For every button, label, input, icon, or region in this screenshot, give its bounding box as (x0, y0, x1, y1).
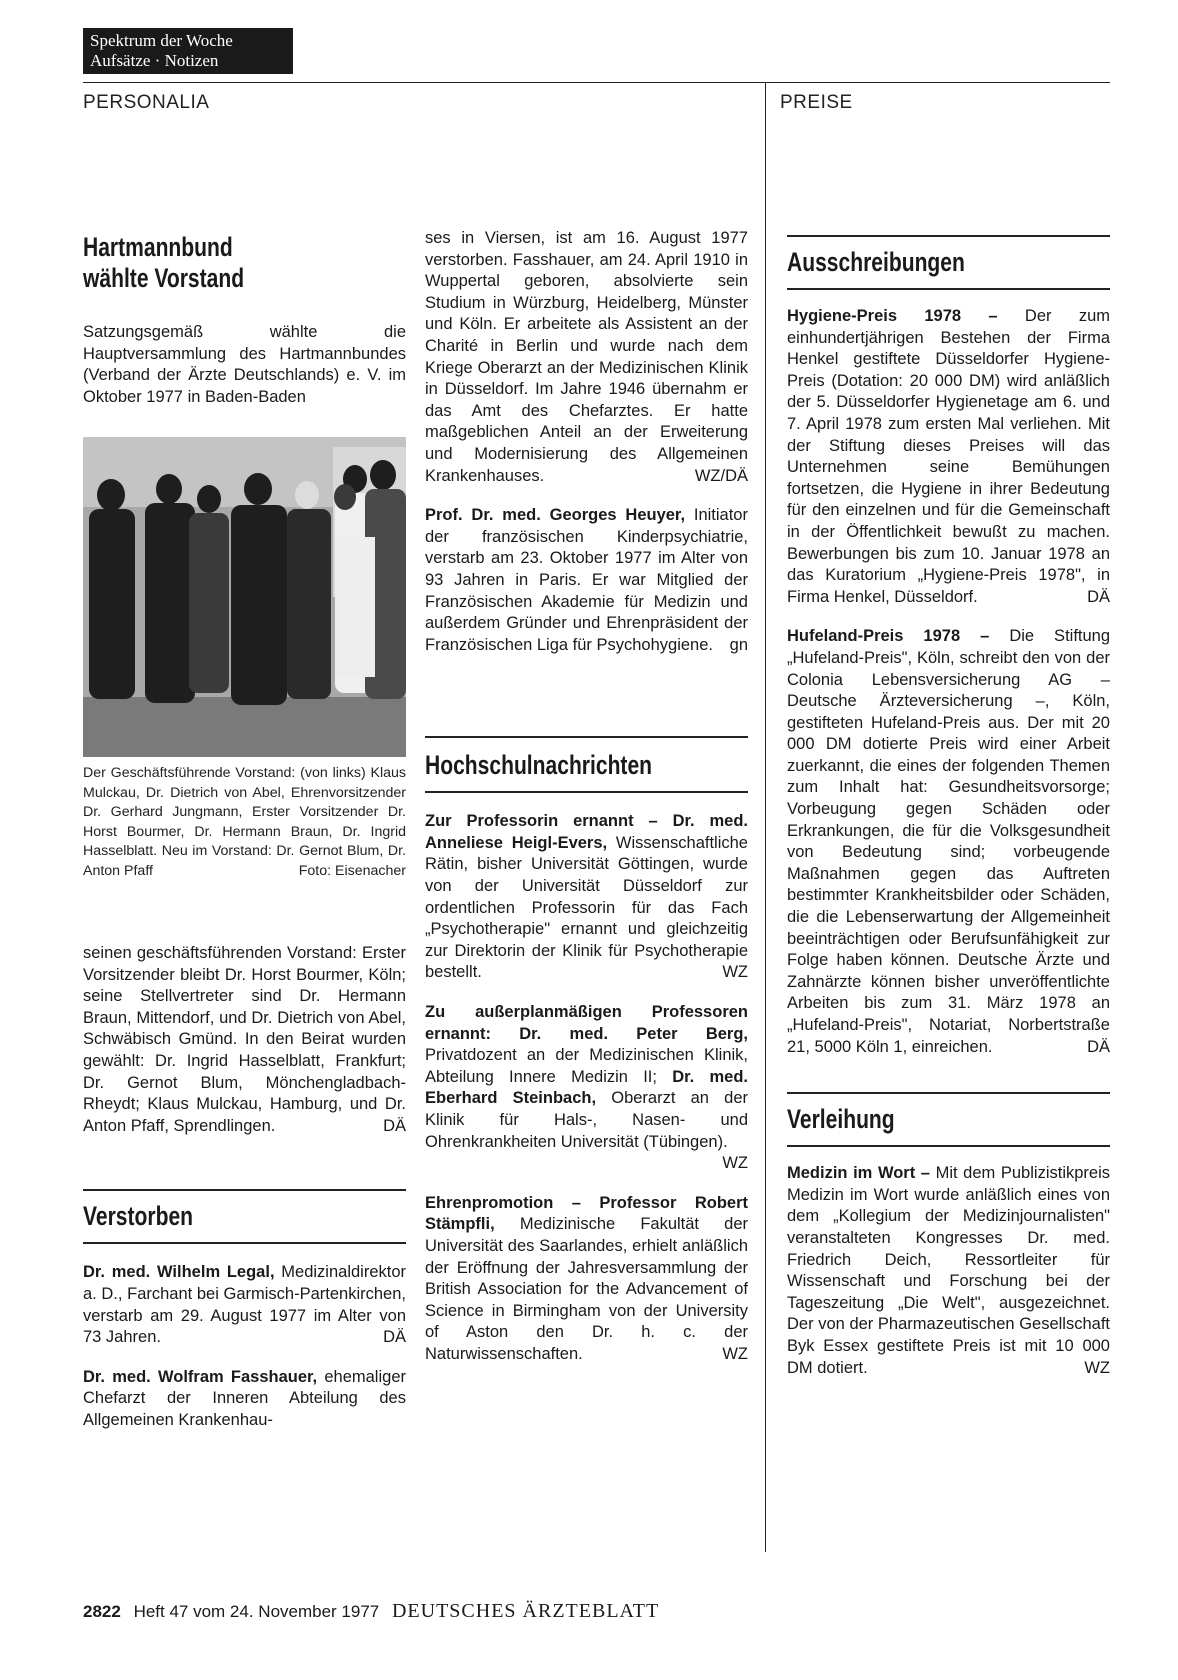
masthead (83, 28, 293, 74)
issue-info: Heft 47 vom 24. November 1977 (133, 1602, 380, 1621)
publication-name: DEUTSCHES ÄRZTEBLATT (391, 1600, 660, 1622)
signature-wz-da: WZ/DÄ (694, 466, 748, 485)
headline-hartmannbund-1: Hartmannbund (83, 232, 233, 262)
section-rule-hochschul-top (425, 736, 748, 738)
obituary-heuyer: Prof. Dr. med. Georges Heuyer, Initiator der französischen Kinderpsychiatrie, verstarb am 23. Oktober 1977 im Alter von 93 Jahren in Paris. Er war Mitglied der Französischen Akademie für Medizin und außerdem Gründer und Ehrenpräsident der Französischen Liga für Psychohygiene. gn (425, 505, 748, 656)
obituary-legal: Dr. med. Wilhelm Legal, Medizinaldirektor a. D., Farchant bei Garmisch-Partenkirchen, verstarb am 29. August 1977 im Alter von 73 Jahren. DÄ (83, 1262, 406, 1348)
column-1-bottom (83, 943, 406, 1432)
signature-da-4: DÄ (1087, 1037, 1110, 1056)
column-divider (765, 82, 766, 1552)
headline-hartmannbund-2: wählte Vorstand (83, 263, 245, 293)
masthead-line1: Spektrum der Woche (90, 31, 233, 50)
prize-hufeland: Hufeland-Preis 1978 – Die Stiftung „Hufeland-Preis", Köln, schreibt den von der Colonia Lebensversicherung AG – Deutsche Ärzteversicherung –, Köln, gestifteten Hufeland-Preis aus. Der mit 20 000 DM dotierte Preis wird einer Arbeit zuerkannt, die eines der folgenden Themen zum Inhalt hat: Gesundheitsvorsorge; Vorbeugung gegen Schäden oder Erkrankungen, die für die Volksgesundheit von Bedeutung sind; vorbeugende Maßnahmen gegen das Auftreten bestimmter Krankheitsbilder oder Schäden, die die Lebenserwartung der Allgemeinheit beeinträchtigen oder Berufsunfähigkeit zur Folge haben können. Deutsche Ärzte und Zahnärzte können bisher unveröffentlichte Arbeiten bis zum 31. März 1978 an „Hufeland-Preis", Notariat, Norbertstraße 21, 5000 Köln 1, einreichen. DÄ (787, 626, 1110, 1058)
section-rule-hochschul-bottom (425, 791, 748, 793)
section-heading-verstorben: Verstorben (83, 1201, 194, 1232)
group-photo-icon (83, 437, 406, 757)
section-rule-ausschreibungen-bottom (787, 288, 1110, 290)
news-berg-steinbach: Zu außerplanmäßigen Professoren ernannt: Dr. med. Peter Berg, Privatdozent an der Medizinischen Klinik, Abteilung Innere Medizin II; Dr. med. Eberhard Steinbach, Oberarzt an der Klinik für Hals-, Nasen- und Ohrenkrankheiten Universität (Tübingen). WZ (425, 1002, 748, 1153)
news-heigl-evers: Zur Professorin ernannt – Dr. med. Anneliese Heigl-Evers, Wissenschaftliche Rätin, bisher Universität Göttingen, wurde von der Universität Düsseldorf zur ordentlichen Professorin für das Fach „Psychotherapie" ernannt und gleichzeitig zur Direktorin der Klinik für Psychotherapie bestellt. WZ (425, 811, 748, 984)
section-rule-verstorben-bottom (83, 1242, 406, 1244)
masthead-line2: Aufsätze · Notizen (90, 51, 219, 70)
column-3 (787, 235, 1110, 1379)
news-staempfli: Ehrenpromotion – Professor Robert Stämpfli, Medizinische Fakultät der Universität des Saarlandes, erhielt anläßlich der Eröffnung der Jahresversammlung der British Association for the Advancement of Science in Birmingham von der University of Aston den Dr. h. c. der Naturwissenschaften. WZ (425, 1193, 748, 1366)
page-number: 2822 (83, 1602, 121, 1621)
section-rule-verleihung-top (787, 1092, 1110, 1094)
signature-da-1: DÄ (383, 1116, 406, 1135)
photo-credit: Foto: Eisenacher (298, 862, 406, 879)
obituary-fasshauer: Dr. med. Wolfram Fasshauer, ehemaliger Chefarzt der Inneren Abteilung des Allgemeinen Krankenhau- (83, 1367, 406, 1429)
top-rule (83, 82, 1110, 83)
section-heading-ausschreibungen: Ausschreibungen (787, 247, 965, 277)
section-rule-verstorben-top (83, 1189, 406, 1191)
signature-da-2: DÄ (383, 1328, 406, 1347)
caption-text: Der Geschäftsführende Vorstand: (von links) Klaus Mulckau, Dr. Dietrich von Abel, Ehrenvorsitzender Dr. Gerhard Jungmann, Erster Vorsitzender Dr. Horst Bourmer, Dr. Hermann Braun, Dr. Ingrid Hasselblatt. Neu im Vorstand: Dr. Gernot Blum, Dr. Anton Pfaff (83, 765, 406, 879)
section-rule-ausschreibungen-top (787, 235, 1110, 237)
signature-gn: gn (729, 635, 748, 654)
section-heading-hochschulnachrichten: Hochschulnachrichten (425, 750, 653, 781)
group-photo-figures (83, 437, 406, 757)
award-medizin-im-wort: Medizin im Wort – Mit dem Publizistikpreis Medizin im Wort wurde anläßlich eines von dem „Kollegium der Medizinjournalisten" veranstalteten Kongresses Dr. med. Friedrich Deich, Ressortleiter für Wissenschaft und Forschung bei der Tageszeitung „Die Welt", ausgezeichnet. Der von der Pharmazeutischen Gesellschaft Byk Essex gestiftete Preis ist mit 10 000 DM dotiert. WZ (787, 1163, 1110, 1379)
article-intro: Satzungsgemäß wählte die Hauptversammlung des Hartmannbundes (Verband der Ärzte Deutschlands) e. V. im Oktober 1977 in Baden-Baden (83, 323, 406, 406)
signature-wz-4: WZ (1084, 1358, 1110, 1377)
section-label-personalia: PERSONALIA (83, 92, 210, 113)
prize-hygiene: Hygiene-Preis 1978 – Der zum einhundertjährigen Bestehen der Firma Henkel gestiftete Düsseldorfer Hygiene-Preis (Dotation: 20 000 DM) wird anläßlich der 5. Düsseldorfer Hygienetage am 6. und 7. April 1978 zum ersten Mal verliehen. Mit der Stiftung dieses Preises will das Unternehmen seine Bemühungen fortsetzen, die Hygiene in ihrer Bedeutung für den einzelnen und für die Gemeinschaft in der Öffentlichkeit bewußt zu machen. Bewerbungen bis zum 10. Januar 1978 an das Kuratorium „Hygiene-Preis 1978", in Firma Henkel, Düsseldorf. DÄ (787, 306, 1110, 608)
signature-wz-1: WZ (722, 963, 748, 982)
signature-wz-3: WZ (722, 1344, 748, 1363)
section-label-preise: PREISE (780, 92, 853, 113)
signature-da-3: DÄ (1087, 587, 1110, 606)
column-2 (425, 228, 748, 1366)
article-continuation: seinen geschäftsführenden Vorstand: Erster Vorsitzender bleibt Dr. Horst Bourmer, Köln; seine Stellvertreter sind Dr. Hermann Braun, Mittendorf, und Dr. Dietrich von Abel, Schwäbisch Gmünd. In den Beirat wurden gewählt: Dr. Ingrid Hasselblatt, Frankfurt; Dr. Gernot Blum, Mönchengladbach-Rheydt; Klaus Mulckau, Hamburg, und Dr. Anton Pfaff, Sprendlingen. DÄ (83, 943, 406, 1137)
section-rule-verleihung-bottom (787, 1145, 1110, 1147)
photo-caption (83, 764, 406, 881)
column-1-top (83, 232, 406, 408)
section-heading-verleihung: Verleihung (787, 1104, 895, 1135)
obituary-fasshauer-continued: ses in Viersen, ist am 16. August 1977 verstorben. Fasshauer, am 24. April 1910 in Wuppertal geboren, absolvierte sein Studium in Würzburg, Heidelberg, Münster und Köln. Er arbeitete als Assistent an der Charité in Berlin und wurde nach dem Kriege Oberarzt an der Medizinischen Klinik in Düsseldorf. Im Jahre 1946 übernahm er das Amt des Chefarztes. Er hatte maßgeblichen Anteil an der Erweiterung und Modernisierung des Allgemeinen Krankenhauses. WZ/DÄ (425, 228, 748, 487)
signature-wz-2: WZ (722, 1154, 748, 1173)
page-footer (83, 1600, 659, 1623)
